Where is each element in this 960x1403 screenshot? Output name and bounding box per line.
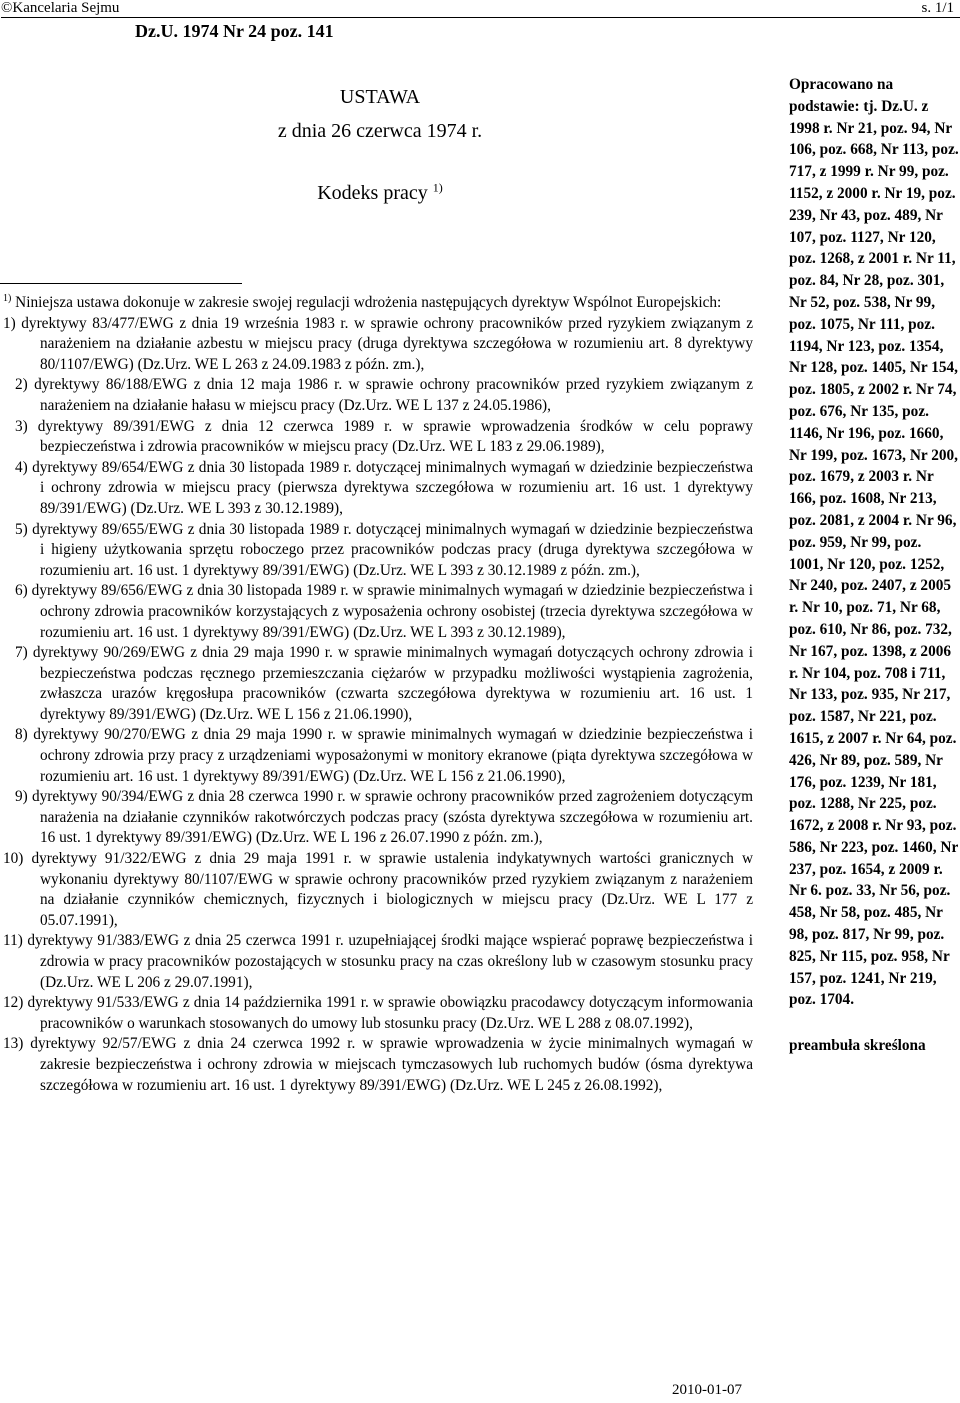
act-name: Kodeks pracy (317, 182, 428, 204)
directive-item: 4) dyrektywy 89/654/EWG z dnia 30 listopada 1989 r. dotyczącej minimalnych wymagań w dziedzinie bezpieczeństwa i ochrony zdrowia w miejscu pracy (pierwsza dyrektywa szczegółowa w rozumieniu art. 16 ust. 1 dyrektywy 89/391/EWG) (Dz.Urz. WE L 393 z 30.12.1989), (15, 458, 753, 517)
directive-item: 3) dyrektywy 89/391/EWG z dnia 12 czerwca 1989 r. w sprawie wprowadzenia środków w celu poprawy bezpieczeństwa i zdrowia pracowników w miejscu pracy (Dz.Urz. WE L 183 z 29.06.1989), (15, 417, 753, 456)
journal-reference: Dz.U. 1974 Nr 24 poz. 141 (135, 21, 334, 41)
footnote-intro-text: Niniejsza ustawa dokonuje w zakresie swojej regulacji wdrożenia następujących dyrektyw Wspólnot Europejskich: (15, 294, 722, 311)
preamble-note: preambuła skreślona (789, 1037, 926, 1055)
footnote-intro (3, 293, 753, 314)
publisher-label: ©Kancelaria Sejmu (1, 0, 120, 16)
act-date-heading: z dnia 26 czerwca 1974 r. (277, 120, 483, 142)
footnote-mark: 1) (3, 292, 12, 304)
footnote-body (3, 293, 753, 1096)
directive-item: 5) dyrektywy 89/655/EWG z dnia 30 listopada 1989 r. dotyczącej minimalnych wymagań w dziedzinie bezpieczeństwa i higieny użytkowania sprzętu roboczego przez pracowników podczas pracy (druga dyrektywa szczegółowa w rozumieniu art. 16 ust. 1 dyrektywy 89/391/EWG) (Dz.Urz. WE L 393 z 30.12.1989 z późn. zm.), (15, 520, 753, 579)
directive-item: 2) dyrektywy 86/188/EWG z dnia 12 maja 1986 r. w sprawie ochrony pracowników przed ryzykiem związanym z narażeniem na działanie hałasu w miejscu pracy (Dz.Urz. WE L 137 z 24.05.1986), (15, 376, 753, 414)
directive-item: 1) dyrektywy 83/477/EWG z dnia 19 września 1983 r. w sprawie ochrony pracowników przed ryzykiem związanym z narażeniem na działanie azbestu w miejscu pracy (druga dyrektywa szczegółowa w rozumieniu art. 8 dyrektywy 80/1107/EWG) (Dz.Urz. WE L 263 z 24.09.1983 z późn. zm.), (3, 314, 753, 373)
directive-item: 13) dyrektywy 92/57/EWG z dnia 24 czerwca 1992 r. w sprawie wprowadzenia w życie minimalnych wymagań w zakresie bezpieczeństwa i ochrony zdrowia w miejscach tymczasowych lub ruchomych budów (ósma dyrektywa szczegółowa w rozumieniu art. 16 ust. 1 dyrektywy 89/391/EWG) (Dz.Urz. WE L 245 z 26.08.1992), (3, 1035, 753, 1094)
act-name-heading (0, 180, 760, 206)
directive-item: 12) dyrektywy 91/533/EWG z dnia 14 października 1991 r. w sprawie obowiązku pracodawcy dotyczącym informowania pracowników o warunkach stosowanych do umowy lub stosunku pracy (Dz.Urz. WE L 288 z 08.07.1992), (3, 994, 753, 1032)
directive-list (3, 314, 753, 1097)
directive-item: 6) dyrektywy 89/656/EWG z dnia 30 listopada 1989 r. w sprawie minimalnych wymagań w dziedzinie bezpieczeństwa i ochrony zdrowia pracowników korzystających z wyposażenia ochrony osobistej (trzecia dyrektywa szczegółowa w rozumieniu art. 16 ust. 1 dyrektywy 89/391/EWG) (Dz.Urz. WE L 393 z 30.12.1989), (15, 582, 753, 641)
header-divider (1, 17, 960, 18)
page-header (0, 0, 960, 16)
page-number: s. 1/1 (921, 0, 954, 16)
side-notes (789, 74, 959, 1072)
document-date: 2010-01-07 (672, 1382, 742, 1398)
directive-item: 10) dyrektywy 91/322/EWG z dnia 29 maja 1991 r. w sprawie ustalenia indykatywnych wartości granicznych w wykonaniu dyrektywy 80/1107/EWG w sprawie ochrony pracowników przed ryzykiem związanym z narażeniem na działanie czynników chemicznych, fizycznych i biologicznych w miejscu pracy (Dz.Urz. WE L 177 z 05.07.1991), (3, 850, 753, 929)
footnote-separator (0, 283, 242, 284)
source-note: Opracowano na podstawie: tj. Dz.U. z 1998 r. Nr 21, poz. 94, Nr 106, poz. 668, Nr 113, poz. 717, z 1999 r. Nr 99, poz. 1152, z 2000 r. Nr 19, poz. 239, Nr 43, poz. 489, Nr 107, poz. 1127, Nr 120, poz. 1268, z 2001 r. Nr 11, poz. 84, Nr 28, poz. 301, Nr 52, poz. 538, Nr 99, poz. 1075, Nr 111, poz. 1194, Nr 123, poz. 1354, Nr 128, poz. 1405, Nr 154, poz. 1805, z 2002 r. Nr 74, poz. 676, Nr 135, poz. 1146, Nr 196, poz. 1660, Nr 199, poz. 1673, Nr 200, poz. 1679, z 2003 r. Nr 166, poz. 1608, Nr 213, poz. 2081, z 2004 r. Nr 96, poz. 959, Nr 99, poz. 1001, Nr 120, poz. 1252, Nr 240, poz. 2407, z 2005 r. Nr 10, poz. 71, Nr 68, poz. 610, Nr 86, poz. 732, Nr 167, poz. 1398, z 2006 r. Nr 104, poz. 708 i 711, Nr 133, poz. 935, Nr 217, poz. 1587, Nr 221, poz. 1615, z 2007 r. Nr 64, poz. 426, Nr 89, poz. 589, Nr 176, poz. 1239, Nr 181, poz. 1288, Nr 225, poz. 1672, z 2008 r. Nr 93, poz. 586, Nr 223, poz. 1460, Nr 237, poz. 1654, z 2009 r. Nr 6. poz. 33, Nr 56, poz. 458, Nr 58, poz. 485, Nr 98, poz. 817, Nr 99, poz. 825, Nr 115, poz. 958, Nr 157, poz. 1241, Nr 219, poz. 1704. (789, 76, 959, 1009)
directive-item: 11) dyrektywy 91/383/EWG z dnia 25 czerwca 1991 r. uzupełniającej środki mające wspierać poprawę bezpieczeństwa i zdrowia w pracy pracowników pozostających w stosunku pracy na czas określony lub w czasowym stosunku pracy (Dz.Urz. WE L 206 z 29.07.1991), (3, 932, 753, 991)
directive-item: 7) dyrektywy 90/269/EWG z dnia 29 maja 1990 r. w sprawie minimalnych wymagań dotyczących ochrony zdrowia i bezpieczeństwa podczas ręcznego przemieszczania ciężarów w przypadku możliwości wystąpienia zagrożenia, zwłaszcza urazów kręgosłupa pracowników (czwarta szczegółowa dyrektywa w rozumieniu art. 16 ust. 1 dyrektywy 89/391/EWG) (Dz.Urz. WE L 156 z 21.06.1990), (15, 644, 753, 723)
directive-item: 9) dyrektywy 90/394/EWG z dnia 28 czerwca 1990 r. w sprawie ochrony pracowników przed zagrożeniem dotyczącym narażenia na działanie czynników rakotwórczych podczas pracy (szósta dyrektywa szczegółowa w rozumieniu art. 16 ust. 1 dyrektywy 89/391/EWG) (Dz.Urz. WE L 196 z 26.07.1990 z późn. zm.), (15, 788, 753, 847)
directive-item: 8) dyrektywy 90/270/EWG z dnia 29 maja 1990 r. w sprawie minimalnych wymagań w dziedzinie bezpieczeństwa i ochrony zdrowia przy pracy z urządzeniami wyposażonymi w monitory ekranowe (piąta dyrektywa szczegółowa w rozumieniu art. 16 ust. 1 dyrektywy 89/391/EWG) (Dz.Urz. WE L 156 z 21.06.1990), (15, 726, 753, 785)
act-type-heading: USTAWA (339, 86, 421, 108)
footnote-reference: 1) (432, 180, 443, 195)
